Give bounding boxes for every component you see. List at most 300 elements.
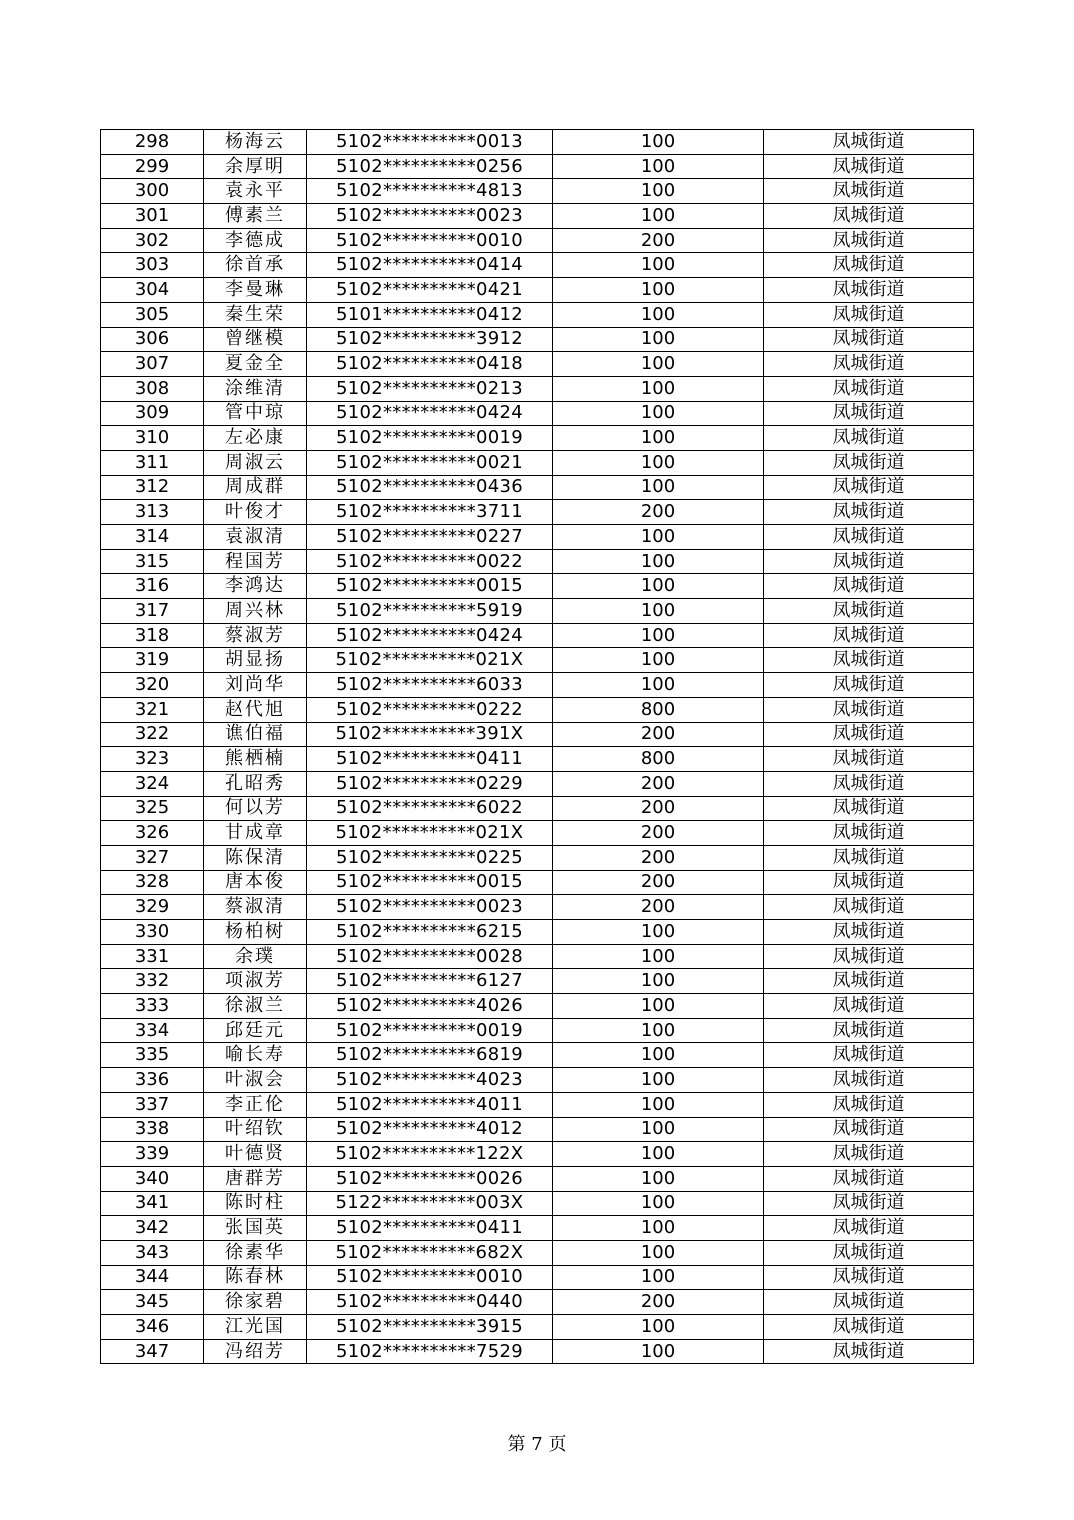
name-cell: 张国英 (204, 1216, 307, 1241)
subdistrict-cell: 凤城街道 (764, 1142, 974, 1167)
serial-number-cell: 326 (101, 821, 204, 846)
serial-number-cell: 339 (101, 1142, 204, 1167)
amount-cell: 200 (553, 771, 764, 796)
name-cell: 胡显扬 (204, 648, 307, 673)
table-row (101, 154, 974, 179)
page-number: 第 7 页 (507, 1434, 567, 1455)
serial-number-cell: 307 (101, 352, 204, 377)
subdistrict-cell: 凤城街道 (764, 944, 974, 969)
amount-cell: 800 (553, 697, 764, 722)
table-row (101, 1092, 974, 1117)
serial-number-cell: 309 (101, 401, 204, 426)
name-cell: 管中琼 (204, 401, 307, 426)
table-row (101, 302, 974, 327)
amount-cell: 100 (553, 1315, 764, 1340)
serial-number-cell: 300 (101, 179, 204, 204)
table-row (101, 525, 974, 550)
serial-number-cell: 338 (101, 1117, 204, 1142)
serial-number-cell: 347 (101, 1339, 204, 1364)
subdistrict-cell: 凤城街道 (764, 302, 974, 327)
table-row (101, 574, 974, 599)
serial-number-cell: 328 (101, 870, 204, 895)
serial-number-cell: 334 (101, 1018, 204, 1043)
serial-number-cell: 343 (101, 1240, 204, 1265)
subdistrict-cell: 凤城街道 (764, 623, 974, 648)
serial-number-cell: 345 (101, 1290, 204, 1315)
id-number-cell: 5102**********0222 (307, 697, 553, 722)
table-row (101, 599, 974, 624)
amount-cell: 200 (553, 500, 764, 525)
subdistrict-cell: 凤城街道 (764, 1290, 974, 1315)
name-cell: 项淑芳 (204, 969, 307, 994)
name-cell: 周淑云 (204, 450, 307, 475)
id-number-cell: 5102**********0256 (307, 154, 553, 179)
table-row (101, 895, 974, 920)
subdistrict-cell: 凤城街道 (764, 1092, 974, 1117)
amount-cell: 100 (553, 1166, 764, 1191)
subdistrict-cell: 凤城街道 (764, 525, 974, 550)
amount-cell: 100 (553, 278, 764, 303)
serial-number-cell: 313 (101, 500, 204, 525)
name-cell: 叶德贤 (204, 1142, 307, 1167)
serial-number-cell: 306 (101, 327, 204, 352)
name-cell: 蔡淑清 (204, 895, 307, 920)
serial-number-cell: 317 (101, 599, 204, 624)
id-number-cell: 5102**********3912 (307, 327, 553, 352)
serial-number-cell: 302 (101, 228, 204, 253)
id-number-cell: 5102**********6022 (307, 796, 553, 821)
table-row (101, 796, 974, 821)
amount-cell: 100 (553, 1043, 764, 1068)
table-row (101, 623, 974, 648)
serial-number-cell: 308 (101, 376, 204, 401)
serial-number-cell: 325 (101, 796, 204, 821)
amount-cell: 100 (553, 1216, 764, 1241)
serial-number-cell: 303 (101, 253, 204, 278)
amount-cell: 100 (553, 944, 764, 969)
id-number-cell: 5102**********0022 (307, 549, 553, 574)
amount-cell: 200 (553, 228, 764, 253)
amount-cell: 100 (553, 599, 764, 624)
name-cell: 李鸿达 (204, 574, 307, 599)
amount-cell: 100 (553, 1339, 764, 1364)
table-row (101, 1216, 974, 1241)
name-cell: 李德成 (204, 228, 307, 253)
id-number-cell: 5102**********3711 (307, 500, 553, 525)
id-number-cell: 5102**********0013 (307, 130, 553, 155)
amount-cell: 100 (553, 352, 764, 377)
id-number-cell: 5102**********0424 (307, 623, 553, 648)
id-number-cell: 5102**********0227 (307, 525, 553, 550)
id-number-cell: 5102**********0028 (307, 944, 553, 969)
id-number-cell: 5102**********6819 (307, 1043, 553, 1068)
table-row (101, 944, 974, 969)
serial-number-cell: 298 (101, 130, 204, 155)
serial-number-cell: 327 (101, 845, 204, 870)
id-number-cell: 5102**********6215 (307, 920, 553, 945)
id-number-cell: 5102**********021X (307, 648, 553, 673)
id-number-cell: 5102**********4012 (307, 1117, 553, 1142)
amount-cell: 100 (553, 994, 764, 1019)
table-row (101, 1018, 974, 1043)
id-number-cell: 5102**********0019 (307, 1018, 553, 1043)
subdistrict-cell: 凤城街道 (764, 1117, 974, 1142)
subdistrict-cell: 凤城街道 (764, 747, 974, 772)
name-cell: 徐首承 (204, 253, 307, 278)
amount-cell: 100 (553, 327, 764, 352)
table-row (101, 969, 974, 994)
id-number-cell: 5102**********6033 (307, 673, 553, 698)
id-number-cell: 5102**********4023 (307, 1068, 553, 1093)
table-row (101, 253, 974, 278)
name-cell: 左必康 (204, 426, 307, 451)
id-number-cell: 5102**********3915 (307, 1315, 553, 1340)
table-row (101, 426, 974, 451)
amount-cell: 100 (553, 574, 764, 599)
id-number-cell: 5102**********5919 (307, 599, 553, 624)
serial-number-cell: 301 (101, 204, 204, 229)
amount-cell: 100 (553, 475, 764, 500)
serial-number-cell: 305 (101, 302, 204, 327)
amount-cell: 200 (553, 870, 764, 895)
name-cell: 陈保清 (204, 845, 307, 870)
name-cell: 何以芳 (204, 796, 307, 821)
table-row (101, 1043, 974, 1068)
name-cell: 赵代旭 (204, 697, 307, 722)
serial-number-cell: 316 (101, 574, 204, 599)
table-row (101, 327, 974, 352)
subdistrict-cell: 凤城街道 (764, 697, 974, 722)
table-row (101, 500, 974, 525)
amount-cell: 200 (553, 1290, 764, 1315)
name-cell: 余厚明 (204, 154, 307, 179)
subdistrict-cell: 凤城街道 (764, 253, 974, 278)
subdistrict-cell: 凤城街道 (764, 228, 974, 253)
table-row (101, 179, 974, 204)
id-number-cell: 5102**********0411 (307, 1216, 553, 1241)
subdistrict-cell: 凤城街道 (764, 870, 974, 895)
serial-number-cell: 324 (101, 771, 204, 796)
amount-cell: 100 (553, 1092, 764, 1117)
serial-number-cell: 346 (101, 1315, 204, 1340)
name-cell: 冯绍芳 (204, 1339, 307, 1364)
name-cell: 喻长寿 (204, 1043, 307, 1068)
table-row (101, 1339, 974, 1364)
table-row (101, 1265, 974, 1290)
amount-cell: 100 (553, 450, 764, 475)
serial-number-cell: 341 (101, 1191, 204, 1216)
table-row (101, 450, 974, 475)
name-cell: 傅素兰 (204, 204, 307, 229)
subdistrict-cell: 凤城街道 (764, 154, 974, 179)
amount-cell: 100 (553, 920, 764, 945)
amount-cell: 100 (553, 401, 764, 426)
name-cell: 叶俊才 (204, 500, 307, 525)
name-cell: 杨柏树 (204, 920, 307, 945)
subdistrict-cell: 凤城街道 (764, 1018, 974, 1043)
name-cell: 杨海云 (204, 130, 307, 155)
id-number-cell: 5102**********6127 (307, 969, 553, 994)
name-cell: 涂维清 (204, 376, 307, 401)
name-cell: 秦生荣 (204, 302, 307, 327)
name-cell: 徐淑兰 (204, 994, 307, 1019)
amount-cell: 100 (553, 1117, 764, 1142)
name-cell: 陈春林 (204, 1265, 307, 1290)
subdistrict-cell: 凤城街道 (764, 895, 974, 920)
table-row (101, 771, 974, 796)
serial-number-cell: 331 (101, 944, 204, 969)
table-row (101, 845, 974, 870)
id-number-cell: 5102**********4011 (307, 1092, 553, 1117)
subdistrict-cell: 凤城街道 (764, 376, 974, 401)
id-number-cell: 5102**********0021 (307, 450, 553, 475)
table-row (101, 401, 974, 426)
amount-cell: 200 (553, 722, 764, 747)
amount-cell: 100 (553, 1191, 764, 1216)
name-cell: 袁永平 (204, 179, 307, 204)
id-number-cell: 5102**********021X (307, 821, 553, 846)
amount-cell: 100 (553, 648, 764, 673)
id-number-cell: 5102**********4813 (307, 179, 553, 204)
id-number-cell: 5102**********122X (307, 1142, 553, 1167)
table-row (101, 1166, 974, 1191)
amount-cell: 100 (553, 1068, 764, 1093)
serial-number-cell: 342 (101, 1216, 204, 1241)
amount-cell: 100 (553, 376, 764, 401)
table-row (101, 697, 974, 722)
table-row (101, 228, 974, 253)
subdistrict-cell: 凤城街道 (764, 1339, 974, 1364)
id-number-cell: 5102**********0019 (307, 426, 553, 451)
serial-number-cell: 340 (101, 1166, 204, 1191)
serial-number-cell: 314 (101, 525, 204, 550)
serial-number-cell: 329 (101, 895, 204, 920)
name-cell: 徐家碧 (204, 1290, 307, 1315)
name-cell: 周兴林 (204, 599, 307, 624)
serial-number-cell: 310 (101, 426, 204, 451)
name-cell: 曾继模 (204, 327, 307, 352)
serial-number-cell: 337 (101, 1092, 204, 1117)
serial-number-cell: 299 (101, 154, 204, 179)
id-number-cell: 5102**********0229 (307, 771, 553, 796)
table-row (101, 1290, 974, 1315)
serial-number-cell: 320 (101, 673, 204, 698)
table-row (101, 870, 974, 895)
subdistrict-cell: 凤城街道 (764, 673, 974, 698)
serial-number-cell: 344 (101, 1265, 204, 1290)
name-cell: 余璞 (204, 944, 307, 969)
subdistrict-cell: 凤城街道 (764, 574, 974, 599)
id-number-cell: 5101**********0412 (307, 302, 553, 327)
name-cell: 夏金全 (204, 352, 307, 377)
name-cell: 陈时柱 (204, 1191, 307, 1216)
subdistrict-cell: 凤城街道 (764, 426, 974, 451)
id-number-cell: 5102**********0015 (307, 870, 553, 895)
amount-cell: 100 (553, 179, 764, 204)
amount-cell: 100 (553, 302, 764, 327)
subdistrict-cell: 凤城街道 (764, 130, 974, 155)
id-number-cell: 5102**********0213 (307, 376, 553, 401)
subdistrict-cell: 凤城街道 (764, 327, 974, 352)
id-number-cell: 5102**********7529 (307, 1339, 553, 1364)
subdistrict-cell: 凤城街道 (764, 352, 974, 377)
id-number-cell: 5102**********0436 (307, 475, 553, 500)
amount-cell: 200 (553, 895, 764, 920)
name-cell: 李正伦 (204, 1092, 307, 1117)
name-cell: 唐群芳 (204, 1166, 307, 1191)
serial-number-cell: 330 (101, 920, 204, 945)
amount-cell: 200 (553, 796, 764, 821)
subsidy-roster-table (100, 129, 974, 1364)
name-cell: 李曼琳 (204, 278, 307, 303)
name-cell: 邱廷元 (204, 1018, 307, 1043)
amount-cell: 100 (553, 130, 764, 155)
amount-cell: 100 (553, 623, 764, 648)
subdistrict-cell: 凤城街道 (764, 920, 974, 945)
table-row (101, 549, 974, 574)
roster-body (101, 130, 974, 1364)
table-row (101, 673, 974, 698)
subdistrict-cell: 凤城街道 (764, 278, 974, 303)
subdistrict-cell: 凤城街道 (764, 821, 974, 846)
serial-number-cell: 323 (101, 747, 204, 772)
amount-cell: 200 (553, 845, 764, 870)
subdistrict-cell: 凤城街道 (764, 500, 974, 525)
subdistrict-cell: 凤城街道 (764, 1315, 974, 1340)
amount-cell: 800 (553, 747, 764, 772)
id-number-cell: 5102**********4026 (307, 994, 553, 1019)
serial-number-cell: 319 (101, 648, 204, 673)
id-number-cell: 5102**********391X (307, 722, 553, 747)
amount-cell: 100 (553, 253, 764, 278)
table-row (101, 204, 974, 229)
table-row (101, 1315, 974, 1340)
name-cell: 袁淑清 (204, 525, 307, 550)
table-row (101, 475, 974, 500)
subdistrict-cell: 凤城街道 (764, 1068, 974, 1093)
id-number-cell: 5102**********0015 (307, 574, 553, 599)
serial-number-cell: 311 (101, 450, 204, 475)
subdistrict-cell: 凤城街道 (764, 1191, 974, 1216)
serial-number-cell: 335 (101, 1043, 204, 1068)
id-number-cell: 5102**********0023 (307, 204, 553, 229)
serial-number-cell: 336 (101, 1068, 204, 1093)
name-cell: 叶绍钦 (204, 1117, 307, 1142)
name-cell: 徐素华 (204, 1240, 307, 1265)
id-number-cell: 5102**********0010 (307, 228, 553, 253)
name-cell: 孔昭秀 (204, 771, 307, 796)
table-row (101, 994, 974, 1019)
serial-number-cell: 333 (101, 994, 204, 1019)
subdistrict-cell: 凤城街道 (764, 722, 974, 747)
subdistrict-cell: 凤城街道 (764, 401, 974, 426)
subdistrict-cell: 凤城街道 (764, 1166, 974, 1191)
subdistrict-cell: 凤城街道 (764, 549, 974, 574)
serial-number-cell: 321 (101, 697, 204, 722)
table-row (101, 130, 974, 155)
subdistrict-cell: 凤城街道 (764, 599, 974, 624)
name-cell: 刘尚华 (204, 673, 307, 698)
id-number-cell: 5102**********0026 (307, 1166, 553, 1191)
id-number-cell: 5102**********0421 (307, 278, 553, 303)
name-cell: 甘成章 (204, 821, 307, 846)
amount-cell: 100 (553, 969, 764, 994)
table-row (101, 278, 974, 303)
table-row (101, 352, 974, 377)
table-row (101, 1191, 974, 1216)
subdistrict-cell: 凤城街道 (764, 1240, 974, 1265)
id-number-cell: 5122**********003X (307, 1191, 553, 1216)
serial-number-cell: 315 (101, 549, 204, 574)
id-number-cell: 5102**********0418 (307, 352, 553, 377)
amount-cell: 100 (553, 1018, 764, 1043)
table-row (101, 376, 974, 401)
subdistrict-cell: 凤城街道 (764, 969, 974, 994)
table-row (101, 648, 974, 673)
amount-cell: 100 (553, 1240, 764, 1265)
serial-number-cell: 304 (101, 278, 204, 303)
amount-cell: 100 (553, 673, 764, 698)
name-cell: 谯伯福 (204, 722, 307, 747)
subdistrict-cell: 凤城街道 (764, 204, 974, 229)
table-row (101, 821, 974, 846)
id-number-cell: 5102**********682X (307, 1240, 553, 1265)
name-cell: 程国芳 (204, 549, 307, 574)
serial-number-cell: 332 (101, 969, 204, 994)
table-row (101, 747, 974, 772)
name-cell: 唐本俊 (204, 870, 307, 895)
amount-cell: 100 (553, 549, 764, 574)
subdistrict-cell: 凤城街道 (764, 1043, 974, 1068)
table-row (101, 1142, 974, 1167)
amount-cell: 200 (553, 821, 764, 846)
subdistrict-cell: 凤城街道 (764, 796, 974, 821)
amount-cell: 100 (553, 204, 764, 229)
id-number-cell: 5102**********0411 (307, 747, 553, 772)
name-cell: 熊栖楠 (204, 747, 307, 772)
serial-number-cell: 322 (101, 722, 204, 747)
name-cell: 周成群 (204, 475, 307, 500)
id-number-cell: 5102**********0440 (307, 1290, 553, 1315)
id-number-cell: 5102**********0414 (307, 253, 553, 278)
amount-cell: 100 (553, 154, 764, 179)
serial-number-cell: 318 (101, 623, 204, 648)
id-number-cell: 5102**********0010 (307, 1265, 553, 1290)
id-number-cell: 5102**********0225 (307, 845, 553, 870)
subdistrict-cell: 凤城街道 (764, 1216, 974, 1241)
subdistrict-cell: 凤城街道 (764, 994, 974, 1019)
amount-cell: 100 (553, 1265, 764, 1290)
subdistrict-cell: 凤城街道 (764, 179, 974, 204)
amount-cell: 100 (553, 426, 764, 451)
subdistrict-cell: 凤城街道 (764, 771, 974, 796)
id-number-cell: 5102**********0424 (307, 401, 553, 426)
table-row (101, 1068, 974, 1093)
table-row (101, 1117, 974, 1142)
table-row (101, 722, 974, 747)
subdistrict-cell: 凤城街道 (764, 648, 974, 673)
subdistrict-cell: 凤城街道 (764, 475, 974, 500)
id-number-cell: 5102**********0023 (307, 895, 553, 920)
subdistrict-cell: 凤城街道 (764, 845, 974, 870)
name-cell: 叶淑会 (204, 1068, 307, 1093)
amount-cell: 100 (553, 1142, 764, 1167)
table-row (101, 1240, 974, 1265)
amount-cell: 100 (553, 525, 764, 550)
serial-number-cell: 312 (101, 475, 204, 500)
table-row (101, 920, 974, 945)
subdistrict-cell: 凤城街道 (764, 450, 974, 475)
